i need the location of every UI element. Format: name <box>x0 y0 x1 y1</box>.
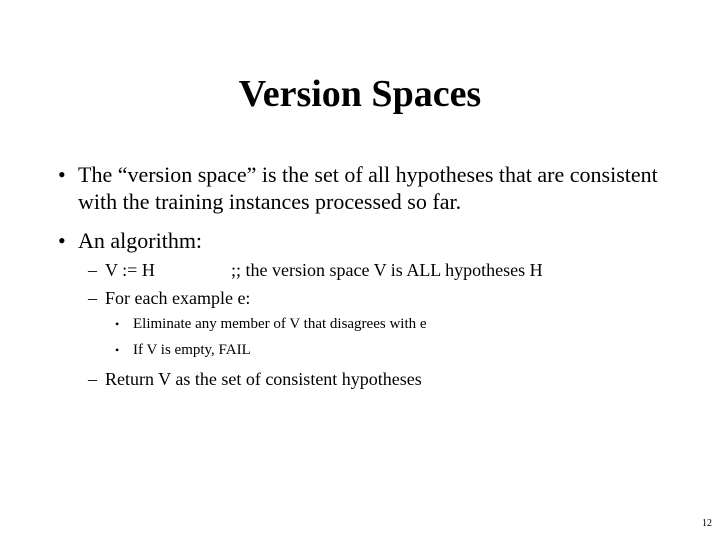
bullet-text: The “version space” is the set of all hypotheses that are consistent with the training instances processed so far. <box>78 162 658 214</box>
bullet-text: An algorithm: <box>78 228 203 253</box>
step-comment: ;; the version space V is ALL hypotheses H <box>231 260 543 280</box>
bullet-algorithm <box>58 227 698 254</box>
step-marker: – <box>88 288 97 308</box>
substep-marker: • <box>115 317 120 331</box>
substep-text: If V is empty, FAIL <box>133 342 251 358</box>
substep-marker: • <box>115 343 120 357</box>
step-initialize <box>88 259 688 281</box>
step-text: Return V as the set of consistent hypotheses <box>105 369 422 389</box>
substep-fail <box>115 341 675 360</box>
step-marker: – <box>88 260 97 280</box>
bullet-marker: • <box>58 162 66 187</box>
substep-text: Eliminate any member of V that disagrees with e <box>133 316 427 332</box>
bullet-version-space-definition <box>58 161 698 215</box>
step-marker: – <box>88 369 97 389</box>
page-number: 12 <box>702 518 712 529</box>
step-text: V := H <box>105 260 155 280</box>
slide-title: Version Spaces <box>238 73 482 115</box>
bullet-marker: • <box>58 228 66 253</box>
step-for-each-example <box>88 287 688 309</box>
substep-eliminate <box>115 315 675 334</box>
step-text: For each example e: <box>105 288 251 308</box>
step-return <box>88 368 688 390</box>
